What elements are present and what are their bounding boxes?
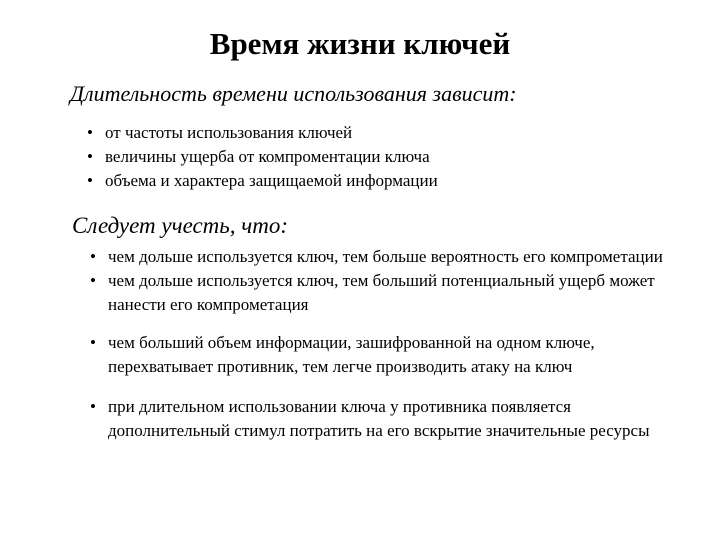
list-item-text: от частоты использования ключей xyxy=(105,123,353,142)
list-item xyxy=(90,331,690,379)
list-item-text: при длительном использовании ключа у противника появляется дополнительный стимул потратить на его вскрытие значительные ресурсы xyxy=(108,397,650,440)
consideration-list xyxy=(90,245,690,443)
list-item-text: величины ущерба от компроментации ключа xyxy=(105,147,430,166)
bullet-icon: • xyxy=(90,333,96,352)
slide-title-text: Время жизни ключей xyxy=(209,26,511,61)
section-heading-duration: Длительность времени использования зависит: xyxy=(70,81,517,106)
list-item xyxy=(90,245,690,269)
bullet-icon: • xyxy=(87,171,93,190)
list-item xyxy=(87,169,687,193)
bullet-icon: • xyxy=(87,147,93,166)
list-item-text: чем дольше используется ключ, тем больше вероятность его компрометации xyxy=(108,247,663,266)
list-item xyxy=(90,395,690,443)
list-item-text: объема и характера защищаемой информации xyxy=(105,171,438,190)
list-item xyxy=(87,145,687,169)
bullet-icon: • xyxy=(90,271,96,290)
list-item-text: чем дольше используется ключ, тем больший потенциальный ущерб может нанести его компрометация xyxy=(108,271,655,314)
list-item xyxy=(90,269,690,317)
bullet-icon: • xyxy=(87,123,93,142)
list-item-text: чем больший объем информации, зашифрованной на одном ключе, перехватывает противник, тем легче производить атаку на ключ xyxy=(108,333,595,376)
section-heading-consider: Следует учесть, что: xyxy=(72,213,288,238)
duration-factors-list xyxy=(87,121,687,193)
list-item xyxy=(87,121,687,145)
slide-title xyxy=(0,24,720,64)
bullet-icon: • xyxy=(90,397,96,416)
bullet-icon: • xyxy=(90,247,96,266)
